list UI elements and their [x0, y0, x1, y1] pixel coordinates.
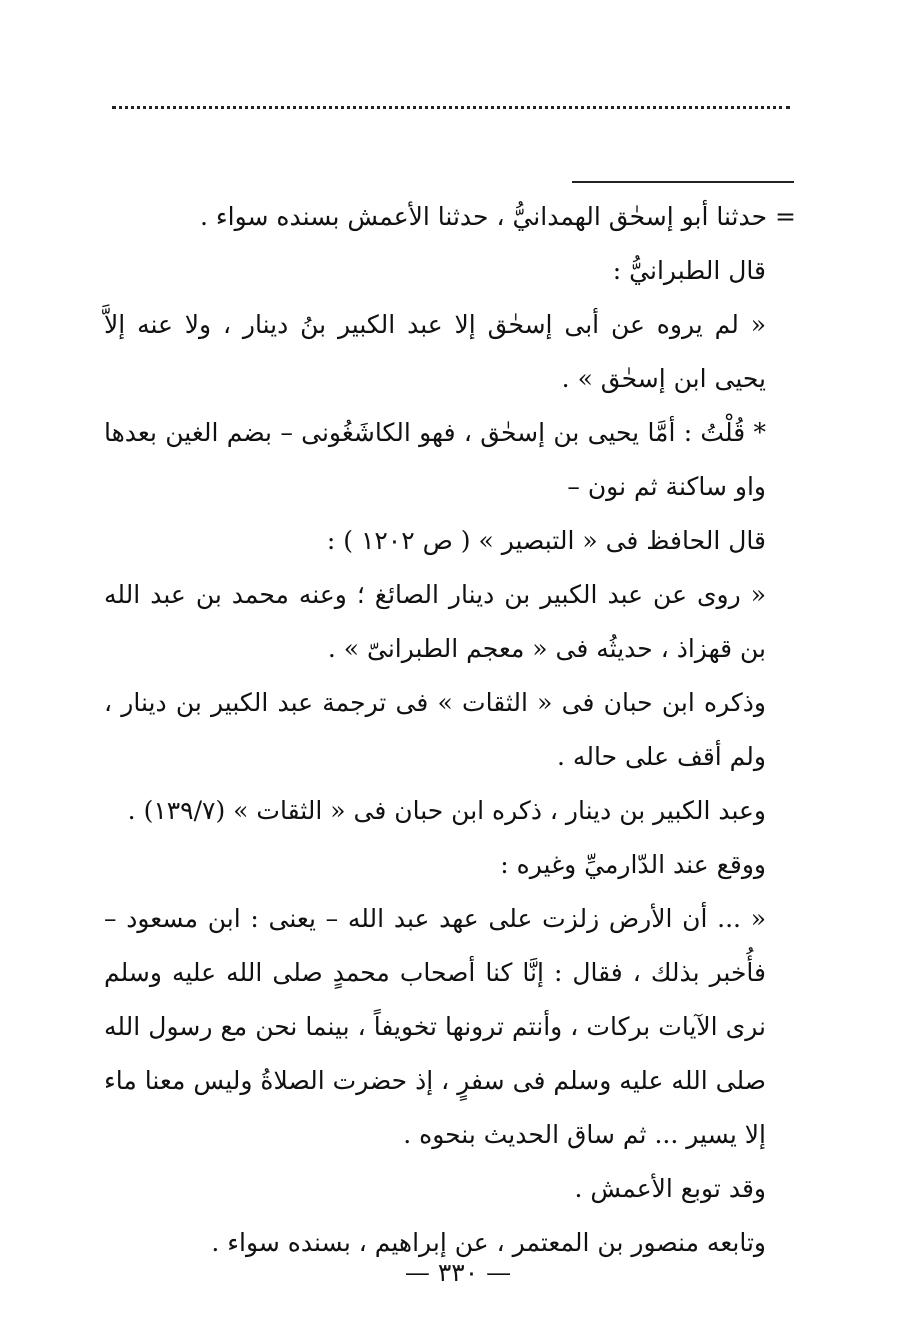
paragraph-follow-up: وقد توبع الأعمش .	[574, 1174, 766, 1203]
paragraph-tabarani-heading: قال الطبرانيُّ :	[612, 256, 766, 285]
page-body	[104, 190, 796, 1270]
paragraph-tabarani-quote: « لم يروه عن أبى إسحٰق إلا عبد الكبير بنُ دينار ، ولا عنه إلاَّ يحيى ابن إسحٰق » .	[104, 310, 766, 393]
paragraph-hafiz-heading: قال الحافظ فى « التبصير » ( ص ١٢٠٢ ) :	[326, 526, 766, 555]
paragraph-darimi-quote: « ... أن الأرض زلزت على عهد عبد الله – يعنى : ابن مسعود – فأُخبر بذلك ، فقال : إنَّا كنا أصحاب محمدٍ صلى الله عليه وسلم نرى الآيات بركات ، وأنتم ترونها تخويفاً ، بينما نحن مع رسول الله صلى الله عليه وسلم فى سفرٍ ، إذ حضرت الصلاةُ وليس معنا ماء إلا يسير ... ثم ساق الحديث بنحوه .	[104, 904, 766, 1149]
paragraph-qultu: * قُلْتُ : أمَّا يحيى بن إسحٰق ، فهو الكاشَغُونى – بضم الغين بعدها واو ساكنة ثم نون –	[104, 418, 766, 501]
paragraph-continuation: = حدثنا أبو إسحٰق الهمدانيُّ ، حدثنا الأعمش بسنده سواء .	[200, 202, 796, 231]
page-number: — ٣٣٠ —	[404, 1258, 512, 1287]
paragraph-darimi-heading: ووقع عند الدّارميِّ وغيره :	[500, 850, 766, 879]
footnote-rule	[572, 181, 794, 183]
paragraph-mansur: وتابعه منصور بن المعتمر ، عن إبراهيم ، بسنده سواء .	[211, 1228, 766, 1257]
paragraph-hafiz-quote: « روى عن عبد الكبير بن دينار الصائغ ؛ وعنه محمد بن عبد الله بن قهزاذ ، حديثُه فى « معجم الطبرانىّ » .	[104, 580, 766, 663]
paragraph-ibn-hibban: وذكره ابن حبان فى « الثقات » فى ترجمة عبد الكبير بن دينار ، ولم أقف على حاله .	[104, 688, 766, 771]
dotted-separator	[112, 106, 790, 125]
paragraph-abd-al-kabir: وعبد الكبير بن دينار ، ذكره ابن حبان فى « الثقات » (١٣٩/٧) .	[127, 796, 766, 825]
